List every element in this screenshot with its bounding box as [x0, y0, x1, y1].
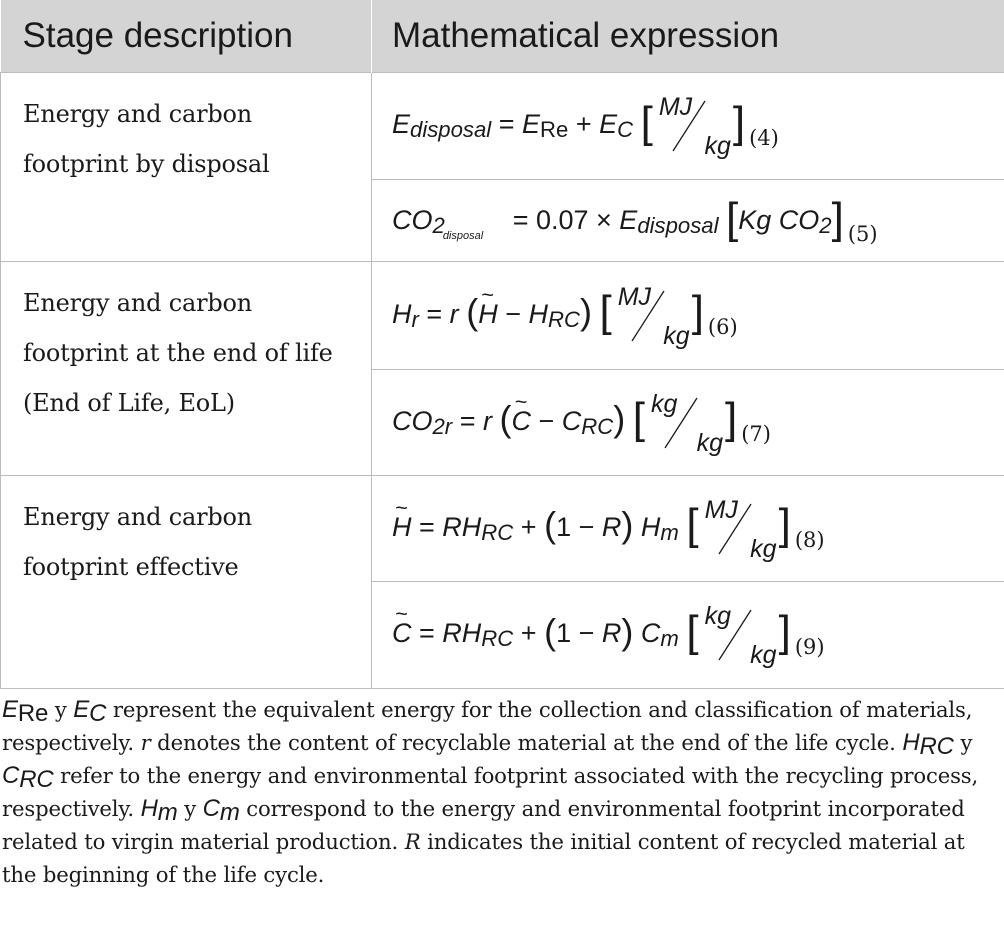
unit-fraction: kg kg	[651, 389, 723, 457]
unit-fraction: MJ kg	[617, 282, 690, 350]
header-mathematical-expression: Mathematical expression	[372, 0, 1004, 73]
table-header	[1, 0, 1004, 73]
formula-4: Edisposal = ERe + EC [ MJ kg ] $_{(4)}$	[372, 73, 1004, 180]
equation-number: (9)	[794, 634, 825, 659]
formula-6: Hr = r (~ H − HRC) [ MJ kg ] $_{(6)}$	[372, 262, 1004, 370]
formula-9: ~ C = RHRC + (1 − R) Cm [ kg kg ] $_{(9)}$	[372, 582, 1004, 689]
stage-cell-end-of-life: Energy and carbon footprint at the end of life (End of Life, EoL)	[1, 262, 372, 476]
equation-number: (6)	[707, 315, 738, 340]
table-footnote: ERe y EC represent the equivalent energy for the collection and classification of materials, respectively. r denotes the content of recyclable material at the end of the life cycle. HRC y CRC refer to the energy and environmental footprint associated with the recycling process, respectively. Hm y Cm correspond to the energy and environmental footprint incorporated related to virgin material production. R indicates the initial content of recycled material at the beginning of the life cycle.	[2, 696, 979, 887]
unit-fraction: kg kg	[704, 602, 777, 669]
formula-8: ~ H = RHRC + (1 − R) Hm [ MJ kg ] $_{(8)}$	[372, 476, 1004, 582]
stage-cell-disposal: Energy and carbon footprint by disposal	[1, 73, 372, 262]
stage-cell-effective: Energy and carbon footprint effective	[1, 476, 372, 689]
table-row	[1, 262, 1004, 370]
table-row	[1, 476, 1004, 582]
equation-number: (8)	[794, 528, 825, 553]
unit-fraction: MJ kg	[704, 495, 777, 563]
equation-number: (5)	[847, 221, 878, 246]
equation-number: (4)	[749, 125, 779, 150]
unit-fraction: MJ kg	[658, 93, 731, 160]
equation-number: (7)	[741, 422, 771, 447]
header-row	[1, 0, 1004, 73]
formula-7: CO2r = r (~ C − CRC) [ kg kg ] $_{(7)}$	[372, 370, 1004, 476]
formula-5: $CO2_{disposal} = 0.07$ × Edisposal [Kg CO2] $_{(5)}$	[372, 180, 1004, 262]
header-stage-description: Stage description	[1, 0, 372, 73]
table-row	[1, 73, 1004, 180]
